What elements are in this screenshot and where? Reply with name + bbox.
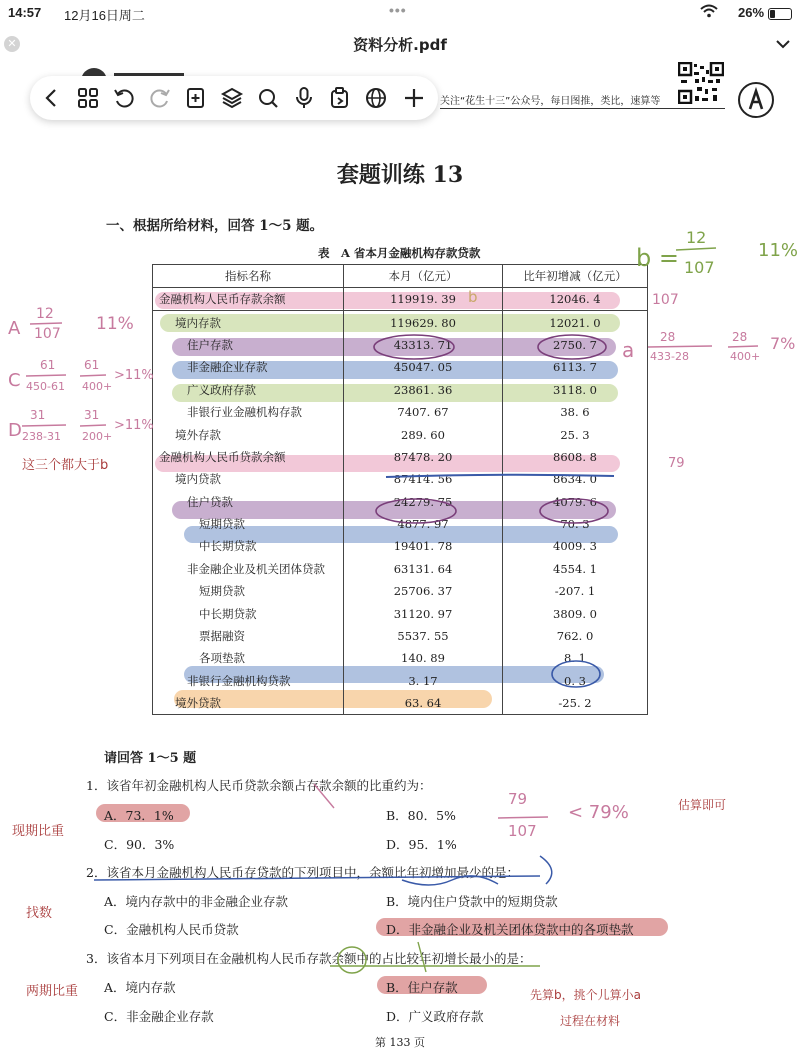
q1-option-a: A．73．1% [104, 808, 174, 823]
hw-q1-num: 79 [508, 790, 528, 808]
table-cell-month: 63131. 64 [344, 558, 503, 580]
grid-icon[interactable] [76, 86, 100, 110]
table-cell-name: 住户贷款 [153, 491, 344, 513]
title-bar [0, 26, 800, 62]
table-row [153, 692, 648, 715]
table-cell-change: 3118. 0 [503, 379, 648, 401]
ink-arc-q2 [540, 856, 552, 884]
status-bar [0, 0, 800, 26]
back-icon[interactable] [40, 86, 64, 110]
table-cell-name: 境内存款 [153, 311, 344, 334]
qr-code [678, 62, 724, 104]
table-cell-name: 短期贷款 [153, 513, 344, 535]
hw-b-num: 12 [686, 228, 707, 247]
follow-text: 关注“花生十三”公众号，每日图推，类比，速算等 [440, 96, 661, 107]
q1-option-d: D．95．1% [386, 837, 457, 852]
hw-d-num2: 31 [84, 408, 100, 422]
hw-c-pct: >11% [114, 368, 154, 383]
table-row [153, 446, 648, 468]
table-row [153, 558, 648, 580]
hw-b-mark: b [468, 288, 478, 306]
hw-q1-cmp: < 79% [568, 802, 629, 823]
annotation-toolbar [30, 76, 438, 120]
q1-option-c: C．90．3% [104, 837, 175, 852]
add-page-icon[interactable] [184, 86, 208, 110]
hw-c-den2: 400+ [82, 380, 113, 393]
ink-d-fraction-bars [22, 425, 106, 426]
hw-a2-pct: 7% [770, 334, 796, 353]
table-cell-month: 87478. 20 [344, 446, 503, 468]
q1-stem: 1．该省年初金融机构人民币贷款余额占存款余额的比重约为： [86, 778, 432, 793]
section-title: 一、根据所给材料，回答 1～5 题。 [106, 218, 324, 234]
table-cell-month: 25706. 37 [344, 580, 503, 602]
table-cell-month: 23861. 36 [344, 379, 503, 401]
table-row [153, 647, 648, 669]
hw-b-107: 107 [652, 292, 679, 308]
table-cell-name: 广义政府存款 [153, 379, 344, 401]
hw-d-den1: 238-31 [22, 430, 61, 443]
table-cell-month: 3. 17 [344, 670, 503, 692]
ink-a2-fraction-bars [648, 346, 758, 347]
table-cell-change: 762. 0 [503, 625, 648, 647]
hw-d-pct: >11% [114, 418, 154, 433]
undo-icon[interactable] [112, 86, 136, 110]
table-cell-change: 25. 3 [503, 423, 648, 445]
table-cell-change: 4554. 1 [503, 558, 648, 580]
table-cell-name: 非银行金融机构贷款 [153, 670, 344, 692]
layers-icon[interactable] [220, 86, 244, 110]
multitasking-dots-icon[interactable]: ••• [389, 2, 407, 18]
table-cell-change: 3809. 0 [503, 602, 648, 624]
hw-a-label: A [8, 318, 21, 339]
table-cell-change: -25. 2 [503, 692, 648, 715]
table-cell-month: 87414. 56 [344, 468, 503, 490]
table-cell-name: 金融机构人民币存款余额 [153, 288, 344, 311]
table-cell-name: 住户存款 [153, 334, 344, 356]
table-cell-change: 12046. 4 [503, 288, 648, 311]
hw-q1-den: 107 [508, 822, 537, 840]
table-cell-change: 70. 3 [503, 513, 648, 535]
table-row [153, 311, 648, 334]
table-cell-change: 12021. 0 [503, 311, 648, 334]
hw-q1-note: 估算即可 [678, 798, 727, 812]
hw-q3-note1: 先算b，挑个儿算小a [530, 988, 641, 1002]
table-row [153, 468, 648, 490]
page-title: 套题训练 13 [336, 162, 464, 188]
q3-option-c: C．非金融企业存款 [104, 1009, 214, 1024]
q3-stem: 3．该省本月下列项目在金融机构人民币存款余额中的占比较年初增长最小的是： [86, 951, 532, 966]
table-cell-name: 境内贷款 [153, 468, 344, 490]
table-cell-change: 0. 3 [503, 670, 648, 692]
search-icon[interactable] [256, 86, 280, 110]
table-cell-month: 24279. 75 [344, 491, 503, 513]
hw-a-num: 12 [36, 306, 54, 322]
header-divider [440, 108, 725, 109]
table-cell-month: 119629. 80 [344, 311, 503, 334]
microphone-icon[interactable] [292, 86, 316, 110]
close-icon[interactable]: ✕ [4, 36, 20, 52]
table-row [153, 423, 648, 445]
table-cell-month: 45047. 05 [344, 356, 503, 378]
table-cell-change: 4009. 3 [503, 535, 648, 557]
battery-percent: 26% [738, 5, 765, 20]
hw-d-den2: 200+ [82, 430, 113, 443]
q3-option-d: D．广义政府存款 [386, 1009, 484, 1024]
table-cell-name: 境外存款 [153, 423, 344, 445]
redo-icon[interactable] [148, 86, 172, 110]
hw-b-pct: 11% [758, 240, 799, 261]
hw-a2-label: a [622, 338, 635, 362]
table-cell-name: 中长期贷款 [153, 535, 344, 557]
table-cell-change: 2750. 7 [503, 334, 648, 356]
table-cell-name: 非金融企业及机关团体贷款 [153, 558, 344, 580]
table-row [153, 602, 648, 624]
globe-icon[interactable] [364, 86, 388, 110]
table-cell-name: 短期贷款 [153, 580, 344, 602]
table-row [153, 670, 648, 692]
hw-q1-side: 现期比重 [12, 824, 65, 839]
hw-79: 79 [668, 456, 685, 471]
table-cell-name: 金融机构人民币贷款余额 [153, 446, 344, 468]
battery-icon [768, 8, 792, 20]
q1-option-b: B．80．5% [386, 808, 456, 823]
plus-icon[interactable] [402, 86, 426, 110]
q3-option-b: B．住户存款 [386, 980, 458, 995]
table-row [153, 491, 648, 513]
wifi-icon [700, 4, 718, 21]
hw-q2-side: 找数 [26, 906, 53, 921]
hw-a-den: 107 [34, 326, 61, 342]
hw-a2-num1: 28 [660, 330, 676, 344]
table-cell-name: 票据融资 [153, 625, 344, 647]
table-row [153, 288, 648, 311]
table-cell-change: 38. 6 [503, 401, 648, 423]
table-row [153, 401, 648, 423]
table-cell-name: 中长期贷款 [153, 602, 344, 624]
hw-b-eq: b = [636, 244, 679, 272]
ink-b-fraction-bar [676, 248, 716, 250]
ink-a-fraction-bar [30, 323, 62, 324]
table-header-name: 指标名称 [153, 265, 344, 288]
hw-d-num1: 31 [30, 408, 46, 422]
status-date: 12月16日周二 [64, 8, 145, 23]
clipboard-icon[interactable] [328, 86, 352, 110]
table-row [153, 580, 648, 602]
table-row [153, 513, 648, 535]
table-row [153, 356, 648, 378]
table-cell-change: 8634. 0 [503, 468, 648, 490]
table-row [153, 535, 648, 557]
table-cell-month: 4877. 97 [344, 513, 503, 535]
q3-option-a: A．境内存款 [104, 980, 176, 995]
table-header-change: 比年初增减（亿元） [503, 265, 648, 288]
hw-a2-den1: 433-28 [650, 350, 689, 363]
ink-q1-fraction-bar [498, 817, 548, 818]
hw-a2-num2: 28 [732, 330, 748, 344]
q2-option-c: C．金融机构人民币贷款 [104, 922, 239, 937]
hw-q3-note2: 过程在材料 [560, 1014, 621, 1028]
table-cell-month: 7407. 67 [344, 401, 503, 423]
hw-b-den: 107 [684, 258, 715, 277]
table-cell-change: 8. 1 [503, 647, 648, 669]
table-cell-change: 4079. 6 [503, 491, 648, 513]
table-row [153, 334, 648, 356]
table-cell-month: 63. 64 [344, 692, 503, 715]
table-cell-month: 19401. 78 [344, 535, 503, 557]
q2-option-b: B．境内住户贷款中的短期贷款 [386, 894, 558, 909]
hw-q3-side: 两期比重 [26, 984, 79, 999]
chevron-down-icon[interactable] [774, 36, 792, 50]
table-cell-name: 各项垫款 [153, 647, 344, 669]
table-header-row [153, 265, 648, 288]
table-cell-change: 6113. 7 [503, 356, 648, 378]
hw-a2-den2: 400+ [730, 350, 761, 363]
hw-c-label: C [8, 370, 21, 391]
table-cell-change: -207. 1 [503, 580, 648, 602]
table-cell-month: 43313. 71 [344, 334, 503, 356]
table-cell-month: 31120. 97 [344, 602, 503, 624]
document-title: 资料分析.pdf [353, 36, 447, 54]
page-number: 第 133 页 [375, 1036, 425, 1049]
hw-d-label: D [8, 420, 22, 441]
table-cell-month: 289. 60 [344, 423, 503, 445]
table-cell-month: 140. 89 [344, 647, 503, 669]
q2-stem: 2．该省本月金融机构人民币存贷款的下列项目中，余额比年初增加最少的是： [86, 865, 519, 880]
table-cell-month: 5537. 55 [344, 625, 503, 647]
hw-note-all-greater: 这三个都大于b [22, 458, 109, 473]
q2-option-a: A．境内存款中的非金融企业存款 [104, 894, 289, 909]
hw-c-num1: 61 [40, 358, 56, 372]
q2-option-d: D．非金融企业及机关团体贷款中的各项垫款 [386, 922, 634, 937]
table-row [153, 625, 648, 647]
table-cell-change: 8608. 8 [503, 446, 648, 468]
table-header-month: 本月（亿元） [344, 265, 503, 288]
table-row [153, 379, 648, 401]
hw-c-den1: 450-61 [26, 380, 65, 393]
table-cell-name: 非银行业金融机构存款 [153, 401, 344, 423]
table-cell-name: 境外贷款 [153, 692, 344, 715]
ink-c-fraction-bars [26, 375, 106, 376]
questions-title: 请回答 1～5 题 [104, 751, 197, 766]
hw-c-num2: 61 [84, 358, 100, 372]
status-time: 14:57 [8, 5, 42, 20]
table-cell-month: 119919. 39 [344, 288, 503, 311]
table-caption: 表 A 省本月金融机构存款贷款 [318, 246, 481, 260]
deposit-loan-table [152, 264, 648, 715]
hw-a-pct: 11% [96, 314, 134, 334]
table-cell-name: 非金融企业存款 [153, 356, 344, 378]
pen-icon[interactable] [738, 82, 774, 118]
